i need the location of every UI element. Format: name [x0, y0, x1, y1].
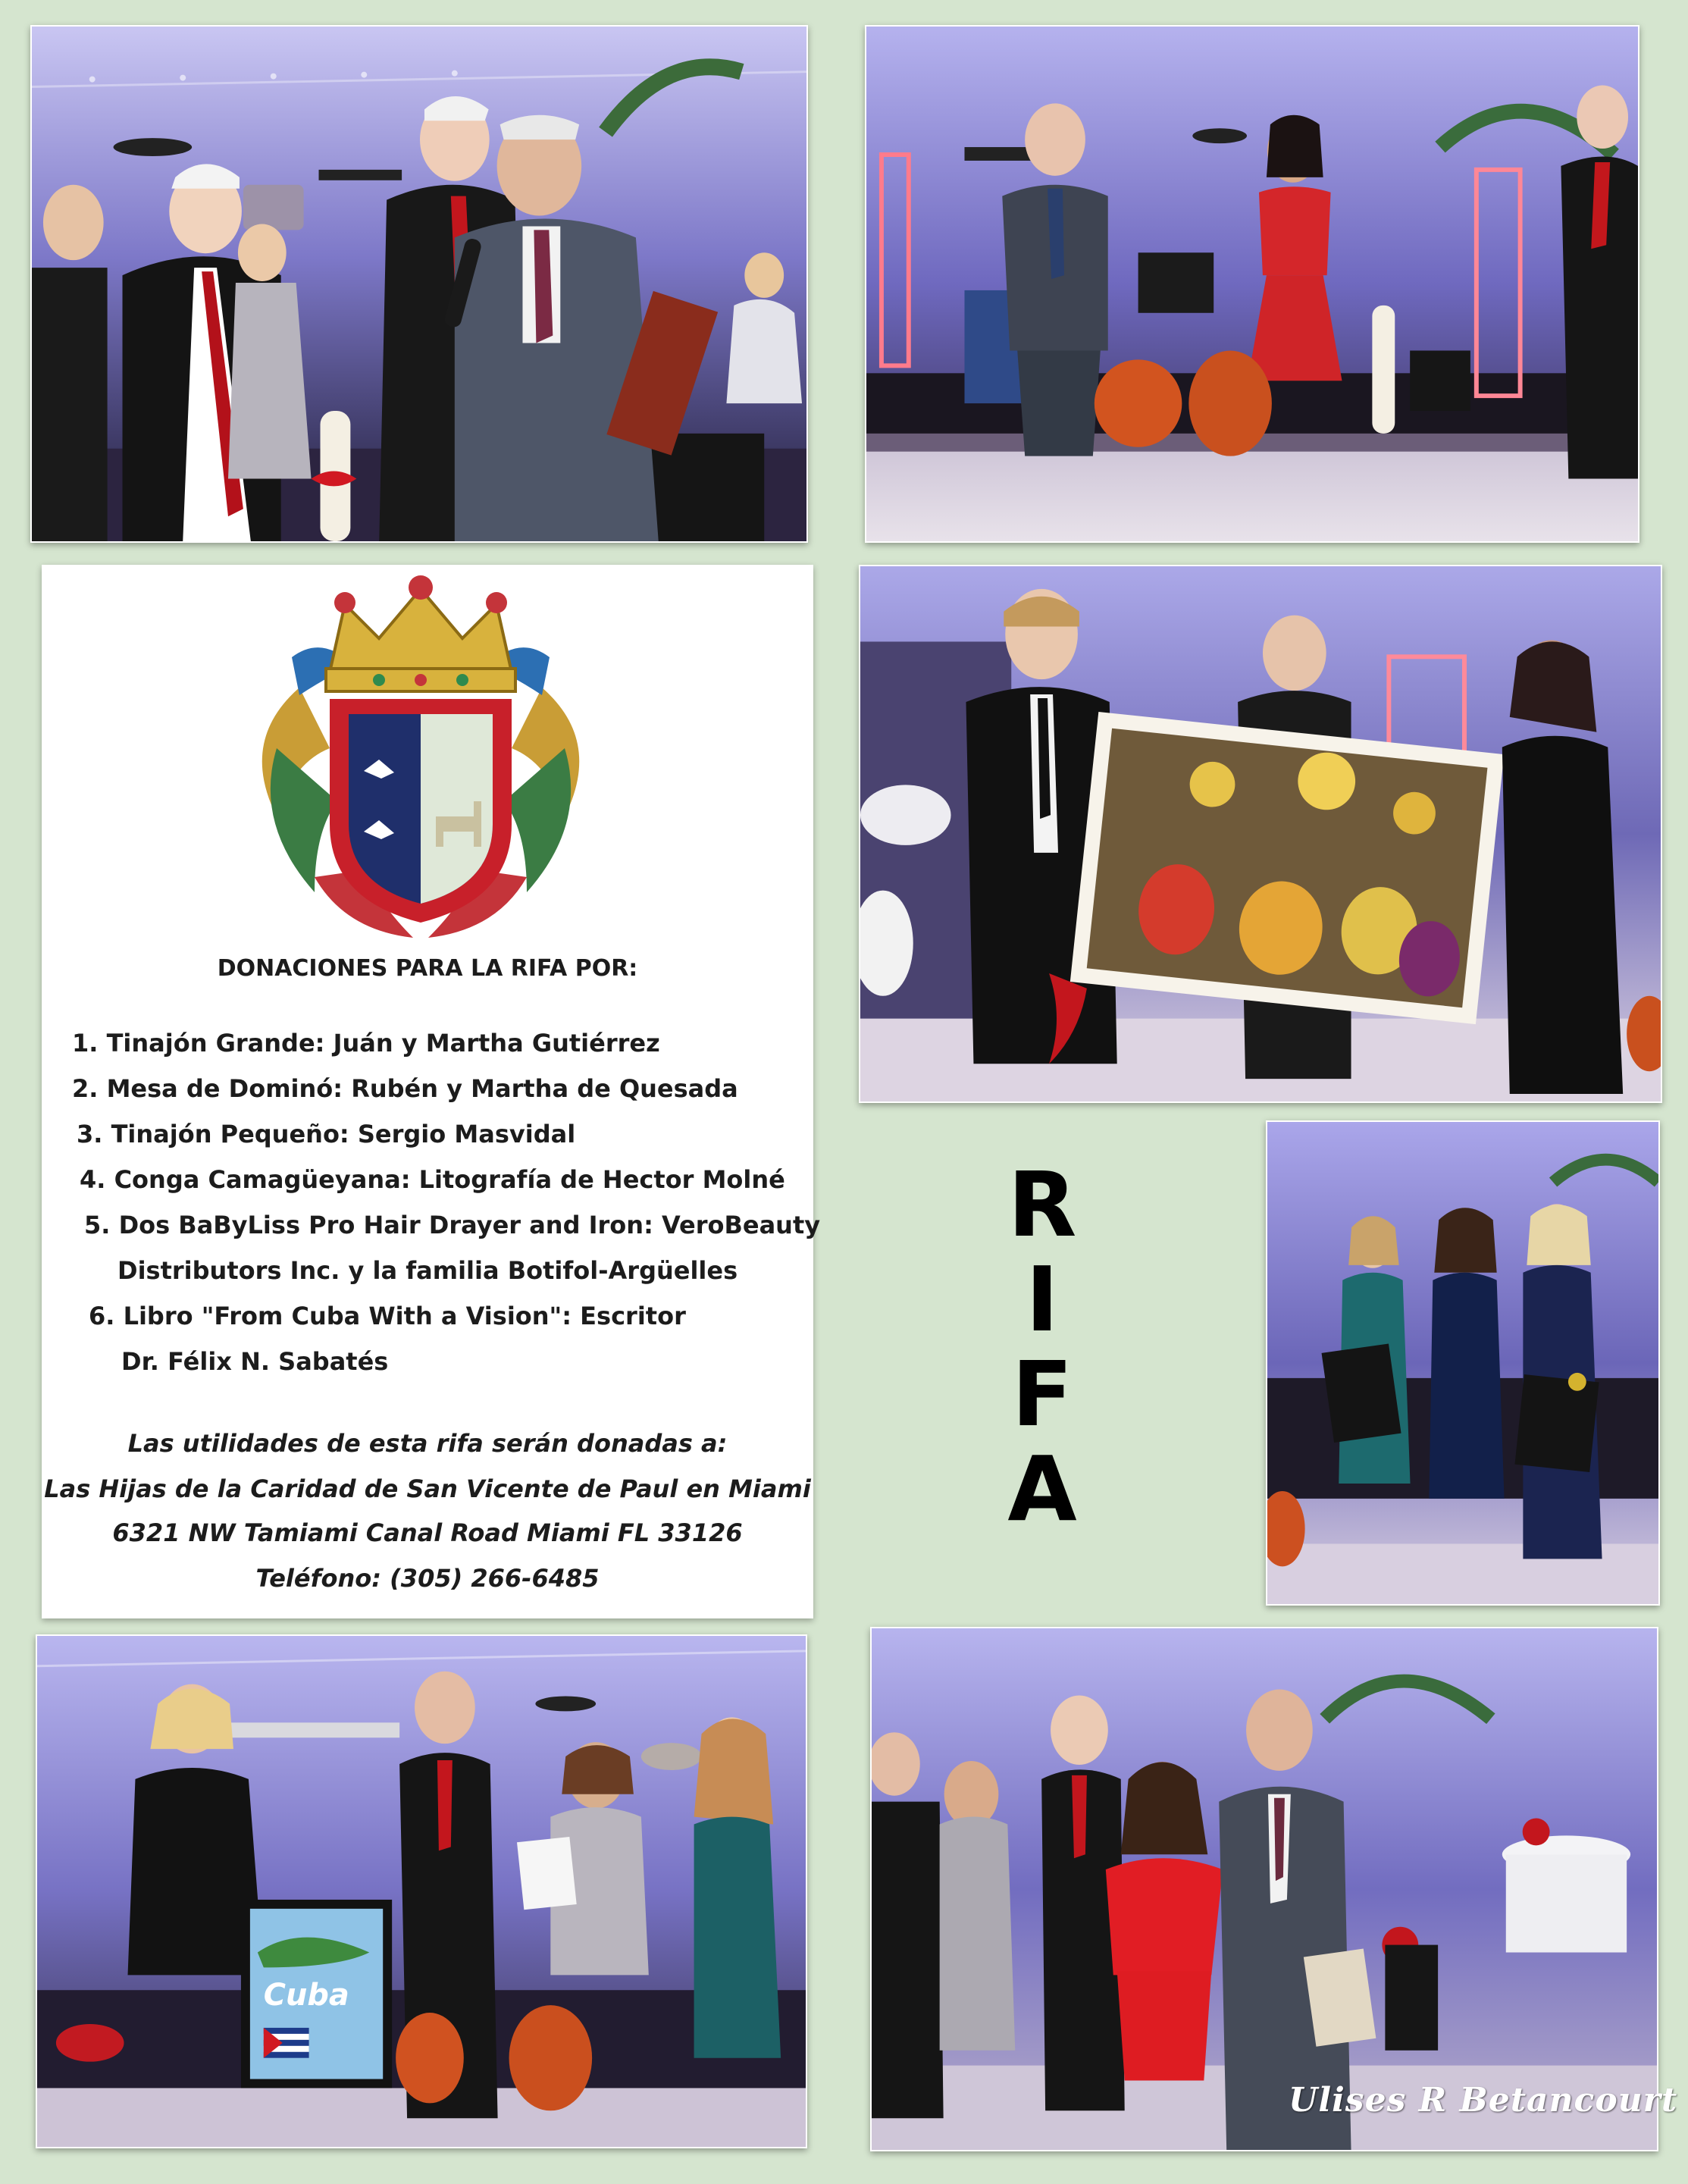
rifa-letter-i: I: [1026, 1247, 1059, 1352]
donations-card: [42, 565, 821, 1618]
rifa-letter-f: F: [1011, 1342, 1073, 1446]
photo-three-women-with-gift-bags: [1266, 1120, 1660, 1606]
photo-speech-with-microphone: [30, 25, 808, 543]
photo-couple-dancing-on-stage: [865, 25, 1639, 543]
photo-cuba-poster-stage: [36, 1634, 807, 2148]
photo-couple-red-dress: [870, 1627, 1658, 2151]
donations-list: [42, 565, 821, 1618]
beneficiary-address: 6321 NW Tamiami Canal Road Miami FL 33126: [112, 1518, 743, 1547]
donations-title: DONACIONES PARA LA RIFA POR:: [217, 955, 638, 982]
donation-item-3: 3. Tinajón Pequeño: Sergio Masvidal: [77, 1120, 576, 1148]
rifa-letter-r: R: [1007, 1152, 1077, 1257]
rifa-letter-a: A: [1007, 1437, 1077, 1541]
proceeds-note: Las utilidades de esta rifa serán donadas a:: [127, 1429, 728, 1458]
donation-item-4: 4. Conga Camagüeyana: Litografía de Hector Molné: [80, 1165, 785, 1194]
donation-item-5-continued: Distributors Inc. y la familia Botifol-Argüelles: [117, 1256, 738, 1285]
donation-item-5: 5. Dos BaByLiss Pro Hair Drayer and Iron: VeroBeauty: [84, 1211, 821, 1239]
cuba-poster-text: Cuba: [263, 1978, 349, 2013]
donation-item-2: 2. Mesa de Dominó: Rubén y Martha de Quesada: [72, 1074, 738, 1103]
donation-item-6-continued: Dr. Félix N. Sabatés: [121, 1347, 389, 1376]
donation-item-6: 6. Libro "From Cuba With a Vision": Escritor: [89, 1302, 686, 1330]
photographer-signature: Ulises R Betancourt: [1289, 2081, 1678, 2120]
photo-painting-presentation: [859, 565, 1662, 1103]
beneficiary-phone: Teléfono: (305) 266-6485: [255, 1564, 600, 1593]
beneficiary-name: Las Hijas de la Caridad de San Vicente de Paul en Miami: [44, 1474, 811, 1503]
donation-item-1: 1. Tinajón Grande: Juán y Martha Gutiérrez: [72, 1029, 660, 1058]
